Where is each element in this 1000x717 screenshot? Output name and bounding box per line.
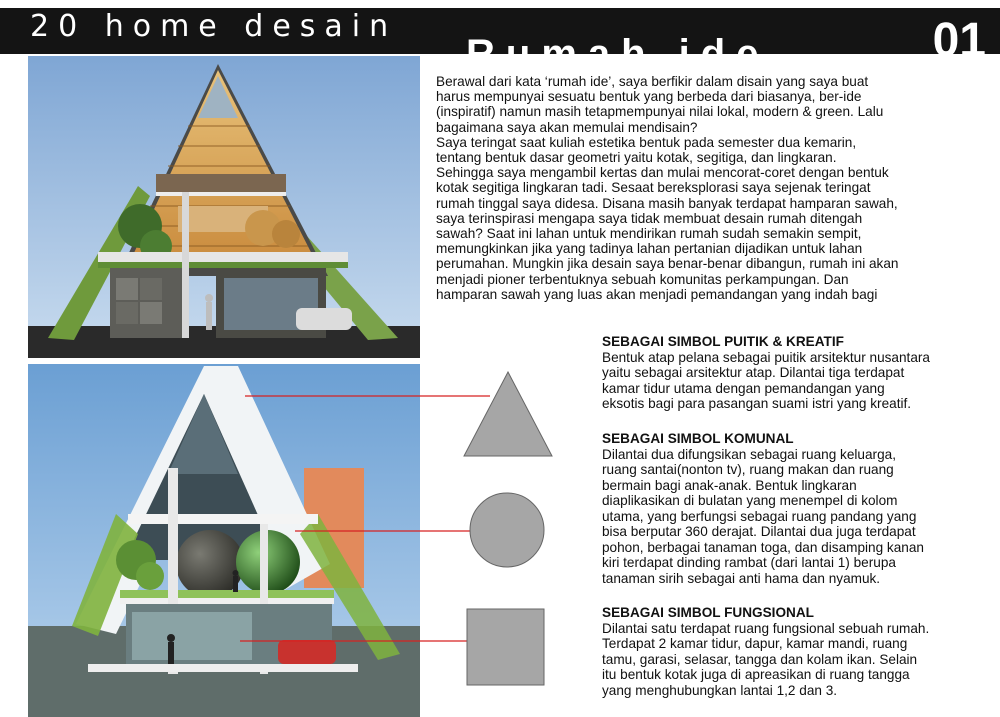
series-label: 20 home desain (30, 9, 398, 44)
intro-line: Sehingga saya mengambil kertas dan mulai mencorat-coret dengan bentuk (436, 165, 889, 181)
section-heading: SEBAGAI SIMBOL FUNGSIONAL (602, 605, 814, 620)
intro-line: bagaimana saya akan memulai mendisain? (436, 119, 698, 135)
section-line: yang menghubungkan lantai 1,2 dan 3. (602, 682, 838, 698)
intro-line: memungkinkan jika yang tadinya lahan pertanian dijadikan untuk lahan (436, 241, 863, 257)
section-fungsional (602, 605, 929, 698)
intro-line: harus mempunyai sesuatu bentuk yang berbeda dari biasanya, ber-ide (436, 89, 862, 105)
square-symbol (467, 609, 544, 685)
section-heading: SEBAGAI SIMBOL PUITIK & KREATIF (602, 334, 844, 349)
section-line: pohon, berbagai tanaman toga, dan disamping kanan (602, 539, 924, 555)
circle-symbol (470, 493, 544, 567)
section-line: tanaman sirih sebagai anti hama dan nyamuk. (602, 570, 881, 586)
exterior-render-image (28, 56, 420, 358)
intro-line: sawah? Saat ini lahan untuk mendirikan rumah sudah semakin sempit, (436, 226, 862, 242)
section-line: kiri terdapat dinding rambat (dari lantai 1) berupa (602, 555, 896, 570)
section-render-image (28, 364, 420, 717)
intro-line: hamparan sawah yang luas akan menjadi pemandangan yang indah bagi (436, 286, 878, 302)
section-line: Dilantai satu terdapat ruang fungsional sebuah rumah. (602, 620, 930, 636)
intro-line: kotak segitiga lingkaran tadi. Sesaat bereksplorasi saya sejenak teringat (436, 180, 871, 196)
section-line: kamar tidur utama dengan pemandangan yang (602, 380, 885, 396)
section-line: tamu, garasi, selasar, tangga dan kolam ikan. Selain (602, 651, 918, 667)
intro-line: perumahan. Mungkin jika desain saya benar-benar dibangun, rumah ini akan (436, 256, 899, 272)
section-line: eksotis bagi para pasangan suami istri yang kreatif. (602, 396, 912, 411)
section-line: ruang santai(nonton tv), ruang makan dan ruang (602, 462, 894, 477)
intro-line: (inspiratif) namun masih tetapmempunyai nilai lokal, modern & green. Lalu (436, 104, 884, 120)
triangle-symbol (464, 372, 552, 456)
section-heading: SEBAGAI SIMBOL KOMUNAL (602, 431, 794, 446)
intro-line: Saya teringat saat kuliah estetika bentuk pada semester dua kemarin, (436, 134, 857, 150)
intro-paragraph (436, 74, 956, 302)
page-number: 01 (932, 14, 986, 67)
section-line: Bentuk atap pelana sebagai puitik arsitektur nusantara (602, 349, 930, 365)
section-puitik-kreatif (602, 334, 930, 412)
intro-line: menjadi pioner terbentuknya sebuah komunitas perkampungan. Dan (436, 271, 849, 287)
intro-line: saya terinspirasi mengapa saya tidak membuat desain rumah ditengah (436, 210, 863, 226)
intro-line: tentang bentuk dasar geometri yaitu kotak, segitiga, dan lingkaran. (436, 150, 837, 166)
section-line: yaitu sebagai arsitektur atap. Dilantai tiga terdapat (602, 365, 905, 380)
section-line: bisa berputar 360 derajat. Dilantai dua juga terdapat (602, 524, 916, 539)
section-line: bermain bagi anak-anak. Bentuk lingkaran (602, 477, 857, 493)
page-title: Rumah ide (466, 32, 770, 76)
section-line: Dilantai dua difungsikan sebagai ruang keluarga, (602, 446, 896, 462)
section-komunal (602, 431, 924, 586)
section-line: diaplikasikan di bulatan yang menempel di kolom (602, 493, 898, 508)
header-bar (0, 8, 1000, 76)
section-line: itu bentuk kotak juga di apreasikan di ruang tangga (602, 667, 910, 682)
intro-line: Berawal dari kata ‘rumah ide’, saya berfikir dalam disain yang saya buat (436, 74, 869, 89)
section-line: Terdapat 2 kamar tidur, dapur, kamar mandi, ruang (602, 636, 908, 651)
section-line: utama, yang berfungsi sebagai ruang pandang yang (602, 508, 917, 524)
intro-line: rumah tinggal saya didesa. Disana masih banyak terdapat hamparan sawah, (436, 195, 898, 211)
